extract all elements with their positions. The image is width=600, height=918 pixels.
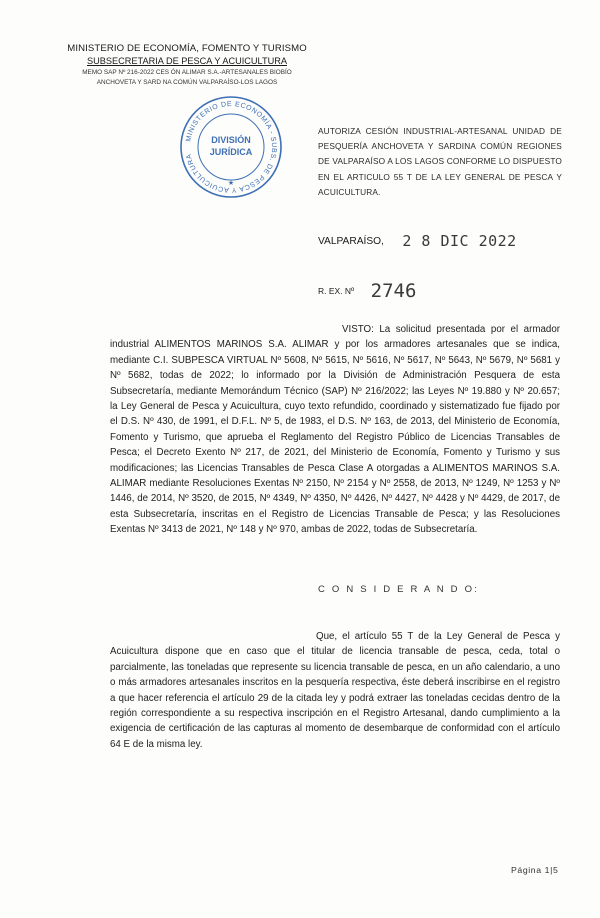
considerando-heading: C O N S I D E R A N D O: — [318, 584, 480, 595]
division-juridica-stamp — [176, 92, 286, 202]
visto-text: La solicitud presentada por el armador industrial ALIMENTOS MARINOS S.A. ALIMAR y por los armadores artesanales que se indica, mediante C.I. SUBPESCA VIRTUAL Nº 5608, Nº 5615, Nº 5616, Nº 5617, Nº 5643, Nº 5679, Nº 5681 y Nº 5682, todas de 2022; lo informado por la División de Administración Pesquera de esta Subsecretaría, mediante Memorándum Técnico (SAP) Nº 216/2022; las Leyes Nº 19.880 y Nº 20.657; la Ley General de Pesca y Acuicultura, cuyo texto refundido, coordinado y sistematizado fue fijado por el D.S. Nº 430, de 1991, el D.F.L. Nº 5, de 1983, el D.S. Nº 163, de 2013, del Ministerio de Economía, Fomento y Turismo, que aprueba el Reglamento del Registro Público de Licencias Transables de Pesca; el Decreto Exento Nº 217, de 2021, del Ministerio de Economía, Fomento y Turismo y sus modificaciones; las Licencias Transables de Pesca Clase A otorgadas a ALIMENTOS MARINOS S.A. ALIMAR mediante Resoluciones Exentas Nº 2150, Nº 2154 y Nº 2558, de 2013, Nº 1249, Nº 1253 y Nº 1446, de 2014, Nº 3520, de 2015, Nº 4349, Nº 4350, Nº 4426, Nº 4427, Nº 4428 y Nº 4429, de 2017, de esta Subsecretaría, inscritas en el Registro de Licencias Transable de Pesca; y las Resoluciones Exentas Nº 3413 de 2021, Nº 148 y Nº 970, ambas de 2022, todas de Subsecretaría. — [110, 324, 560, 536]
resolution-summary: AUTORIZA CESIÓN INDUSTRIAL-ARTESANAL UNIDAD DE PESQUERÍA ANCHOVETA Y SARDINA COMÚN REGIONES DE VALPARAÍSO A LOS LAGOS CONFORME LO DISPUESTO EN EL ARTICULO 55 T DE LA LEY GENERAL DE PESCA Y ACUICULTURA. — [318, 126, 562, 197]
subsecretaria-name: SUBSECRETARIA DE PESCA Y ACUICULTURA — [87, 56, 287, 66]
resolution-number: 2746 — [370, 280, 417, 302]
page-number: Página 1|5 — [511, 865, 559, 875]
considerando-paragraph-1: Que, el artículo 55 T de la Ley General de Pesca y Acuicultura dispone que en caso que el titular de licencia transable de pesca, ceda, total o parcialmente, las toneladas que represente su licencia transable de pesca, en un año calendario, a uno o más armadores artesanales inscritos en la pesquería respectiva, éste deberá inscribirse en el registro a que hacer referencia el artículo 29 de la citada ley y podrá extraer las toneladas cecidas dentro de la región correspondiente a su respectiva inscripción en el Registro Artesanal, dando cumplimiento a la exigencia de certificación de las capturas al momento de desembarque de conformidad con el artículo 64 E de la misma ley. — [110, 631, 560, 750]
place: VALPARAÍSO, — [318, 235, 384, 247]
stamp-star-icon: ★ — [227, 179, 235, 187]
resolution-number-block — [318, 280, 416, 302]
resolution-label: R. EX. Nº — [318, 286, 355, 296]
memo-reference-line-1: MEMO SAP Nº 216-2022 CES ÓN ALIMAR S.A.-ARTESANALES BIOBÍO — [82, 69, 292, 76]
visto-paragraph — [110, 322, 560, 538]
date-stamp: 2 8 DIC 2022 — [402, 232, 517, 250]
place-and-date — [318, 232, 517, 252]
stamp-ring-text: MINISTERIO DE ECONOMÍA - SUBS. DE PESCA Y ACUICULTURA — [185, 100, 278, 194]
memo-reference-line-2: ANCHOVETA Y SARD NA COMÚN VALPARAÍSO-LOS LAGOS — [96, 79, 278, 86]
stamp-center-line-2: JURÍDICA — [209, 147, 253, 157]
stamp-center-line-1: DIVISIÓN — [211, 135, 251, 145]
letterhead — [62, 43, 312, 87]
ministry-name: MINISTERIO DE ECONOMÍA, FOMENTO Y TURISMO — [67, 43, 307, 54]
visto-label: VISTO: — [342, 324, 374, 335]
